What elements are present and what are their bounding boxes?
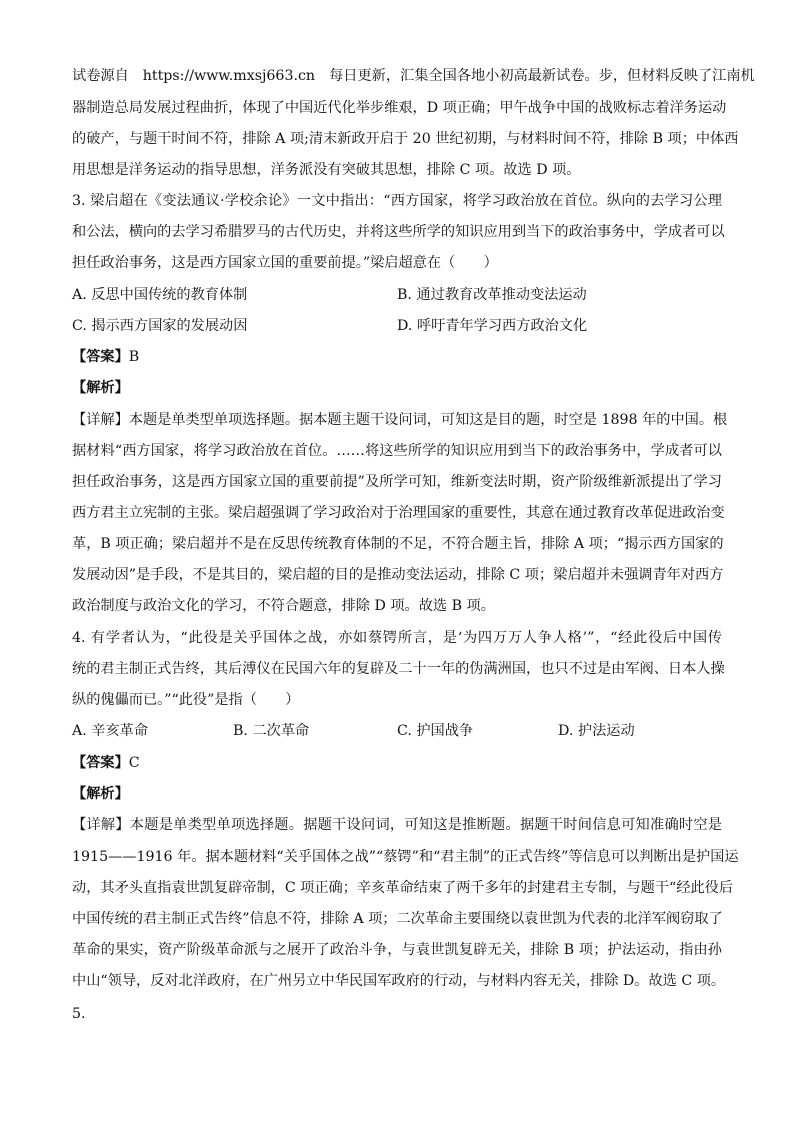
q3-answer-line	[72, 347, 722, 367]
q2-analysis-line-1: 器制造总局发展过程曲折，体现了中国近代化举步维艰，D 项正确；甲午战争中国的战败标志着洋务运动	[72, 100, 727, 116]
q4-answer-value: C	[128, 755, 140, 771]
q4-stem-line-3: 纵的傀儡而已。”“此役”是指（ ）	[72, 692, 300, 708]
source-label: 试卷源自	[72, 68, 129, 84]
q4-detail-line-5: 革命的果实，资产阶级革命派与之展开了政治斗争，与袁世凯复辟无关，排除 B 项；护法运动，指由孙	[72, 942, 722, 958]
update-notice: 每日更新，汇集全国各地小初高最新试卷。	[329, 68, 599, 84]
q4-detail-line-4: 中国传统的君主制正式告终”信息不符，排除 A 项；二次革命主要围绕以袁世凯为代表的北洋军阀窃取了	[72, 911, 723, 927]
q3-answer-value: B	[128, 349, 140, 365]
q3-detail-line-6: 发展动因”是手段，不是其目的，梁启超的目的是推动变法运动，排除 C 项；梁启超并未强调青年对西方	[72, 567, 724, 583]
q4-answer-label: 【答案】	[72, 755, 129, 771]
q4-stem-line-1: 4. 有学者认为，“此役是关乎国体之战，亦如蔡锷所言，是‘为四万万人争人格’”，“经此役后中国传	[72, 630, 722, 646]
q4-detail-line-3: 动，其矛头直指袁世凯复辟帝制，C 项正确；辛亥革命结束了两千多年的封建君主专制，与题干“经此役后	[72, 880, 734, 896]
q4-analysis-label: 【解析】	[72, 786, 129, 802]
q4-detail-line-6: 中山“领导，反对北洋政府，在广州另立中华民国军政府的行动，与材料内容无关，排除 D。故选 C 项。	[72, 973, 726, 989]
q4-option-d: D. 护法运动	[558, 723, 635, 739]
q3-detail-line-1: 【详解】本题是单类型单项选择题。据本题主题干设问词，可知这是目的题，时空是 1898 年的中国。根	[72, 412, 728, 428]
q2-analysis-line-3: 用思想是洋务运动的指导思想，洋务派没有突破其思想，排除 C 项。故选 D 项。	[72, 162, 581, 178]
q4-answer-line	[72, 753, 722, 773]
q3-detail-line-4: 西方君主立宪制的主张。梁启超强调了学习政治对于治理国家的重要性，其意在通过教育改革促进政治变	[72, 505, 725, 521]
q3-option-a: A. 反思中国传统的教育体制	[72, 287, 248, 303]
q3-detail-line-5: 革，B 项正确；梁启超并不是在反思传统教育体制的不足，不符合题主旨，排除 A 项；“揭示西方国家的	[72, 536, 724, 552]
q5-number: 5.	[72, 1006, 86, 1022]
source-url[interactable]: https://www.mxsj663.cn	[142, 68, 316, 84]
q3-stem-line-3: 担任政治事务，这是西方国家立国的重要前提。”梁启超意在（ ）	[72, 255, 498, 271]
q3-option-b: B. 通过教育改革推动变法运动	[397, 287, 587, 303]
q3-stem-line-2: 和公法，横向的去学习希腊罗马的古代历史，并将这些所学的知识应用到当下的政治事务中，学成者可以	[72, 224, 725, 240]
q3-stem-line-1: 3. 梁启超在《变法通议·学校余论》一文中指出：“西方国家，将学习政治放在首位。纵向的去学习公理	[72, 193, 722, 209]
q2-analysis-line-2: 的破产，与题干时间不符，排除 A 项;清末新政开启于 20 世纪初期，与材料时间不符，排除 B 项；中体西	[72, 131, 739, 147]
q3-answer-label: 【答案】	[72, 349, 129, 365]
q4-detail-line-1: 【详解】本题是单类型单项选择题。据题干设问词，可知这是推断题。据题干时间信息可知准确时空是	[72, 817, 722, 833]
q3-detail-line-3: 担任政治事务，这是西方国家立国的重要前提”及所学可知，维新变法时期，资产阶级维新派提出了学习	[72, 474, 722, 490]
q3-option-c: C. 揭示西方国家的发展动因	[72, 318, 248, 334]
q4-detail-line-2: 1915——1916 年。据本题材料“关乎国体之战”“蔡锷”和“君主制”的正式告终”等信息可以判断出是护国运	[72, 849, 739, 865]
header-line	[72, 66, 755, 86]
q3-analysis-label: 【解析】	[72, 380, 129, 396]
analysis-continued-start: 步，但材料反映了江南机	[598, 68, 755, 84]
q4-option-b: B. 二次革命	[233, 723, 310, 739]
q4-stem-line-2: 统的君主制正式告终，其后溥仪在民国六年的复辟及二十一年的伪满洲国，也只不过是由军阀、日本人操	[72, 661, 725, 677]
q3-detail-line-7: 政治制度与政治文化的学习，不符合题意，排除 D 项。故选 B 项。	[72, 598, 495, 614]
q3-option-d: D. 呼吁青年学习西方政治文化	[397, 318, 588, 334]
q3-detail-line-2: 据材料“西方国家，将学习政治放在首位。……将这些所学的知识应用到当下的政治事务中，学成者可以	[72, 443, 722, 459]
q4-option-c: C. 护国战争	[397, 723, 474, 739]
q4-option-a: A. 辛亥革命	[72, 723, 149, 739]
